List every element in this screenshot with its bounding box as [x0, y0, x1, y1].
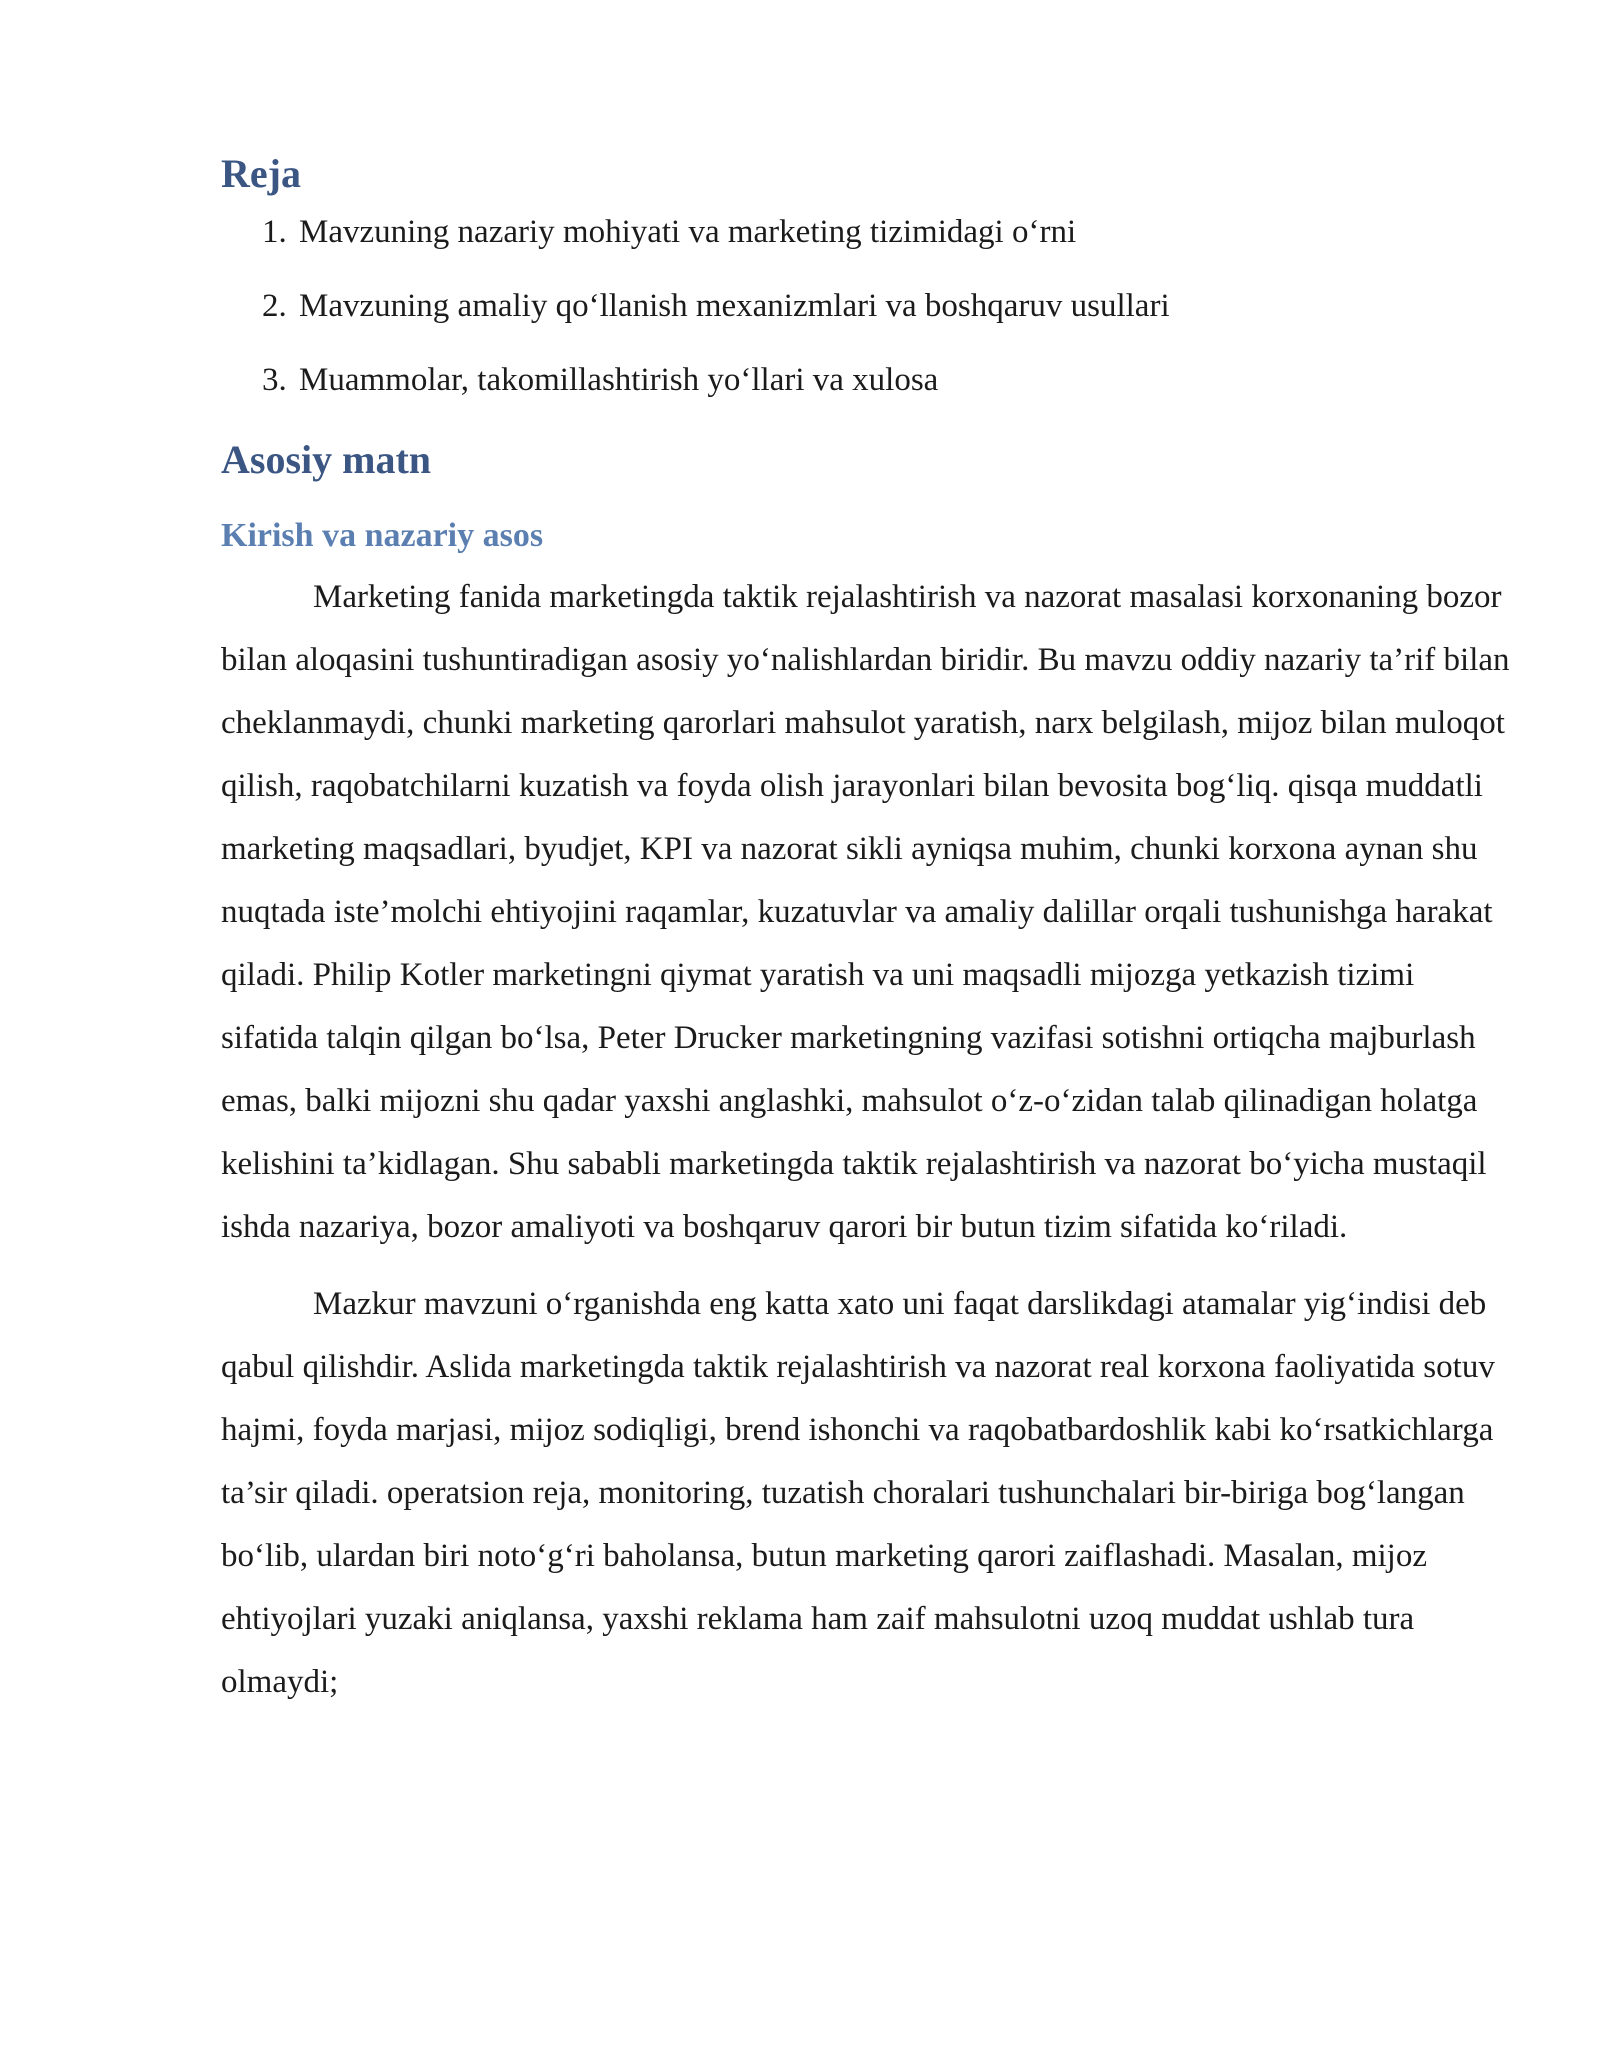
- body-paragraph: Mazkur mavzuni o‘rganishda eng katta xato uni faqat darslikdagi atamalar yig‘indisi deb qabul qilishdir. Aslida marketingda taktik rejalashtirish va nazorat real korxona faoliyatida sotuv hajmi, foyda marjasi, mijoz sodiqligi, brend ishonchi va raqobatbardoshlik kabi ko‘rsatkichlarga ta’sir qiladi. operatsion reja, monitoring, tuzatish choralari tushunchalari bir-biriga bog‘langan bo‘lib, ulardan biri noto‘g‘ri baholansa, butun marketing qarori zaiflashadi. Masalan, mijoz ehtiyojlari yuzaki aniqlansa, yaxshi reklama ham zaif mahsulotni uzoq muddat ushlab tura olmaydi;: [221, 1286, 1495, 1700]
- plan-item: 2. Mavzuning amaliy qo‘llanish mexanizmlari va boshqaruv usullari: [295, 286, 1511, 326]
- main-heading: Asosiy matn: [221, 437, 432, 482]
- plan-item: 1. Mavzuning nazariy mohiyati va marketing tizimidagi o‘rni: [295, 212, 1511, 252]
- plan-item: 3. Muammolar, takomillashtirish yo‘llari va xulosa: [295, 360, 1511, 400]
- plan-heading: Reja: [221, 151, 301, 196]
- plan-list: [221, 212, 1511, 400]
- body-paragraph: Marketing fanida marketingda taktik rejalashtirish va nazorat masalasi korxonaning bozor bilan aloqasini tushuntiradigan asosiy yo‘nalishlardan biridir. Bu mavzu oddiy nazariy ta’rif bilan cheklanmaydi, chunki marketing qarorlari mahsulot yaratish, narx belgilash, mijoz bilan muloqot qilish, raqobatchilarni kuzatish va foyda olish jarayonlari bilan bevosita bog‘liq. qisqa muddatli marketing maqsadlari, byudjet, KPI va nazorat sikli ayniqsa muhim, chunki korxona aynan shu nuqtada iste’molchi ehtiyojini raqamlar, kuzatuvlar va amaliy dalillar orqali tushunishga harakat qiladi. Philip Kotler marketingni qiymat yaratish va uni maqsadli mijozga yetkazish tizimi sifatida talqin qilgan bo‘lsa, Peter Drucker marketingning vazifasi sotishni ortiqcha majburlash emas, balki mijozni shu qadar yaxshi anglashki, mahsulot o‘z-o‘zidan talab qilinadigan holatga kelishini ta’kidlagan. Shu sababli marketingda taktik rejalashtirish va nazorat bo‘yicha mustaqil ishda nazariya, bozor amaliyoti va boshqaruv qarori bir butun tizim sifatida ko‘riladi.: [221, 579, 1510, 1245]
- document-page: [221, 140, 1511, 1714]
- section-heading: Kirish va nazariy asos: [221, 517, 544, 554]
